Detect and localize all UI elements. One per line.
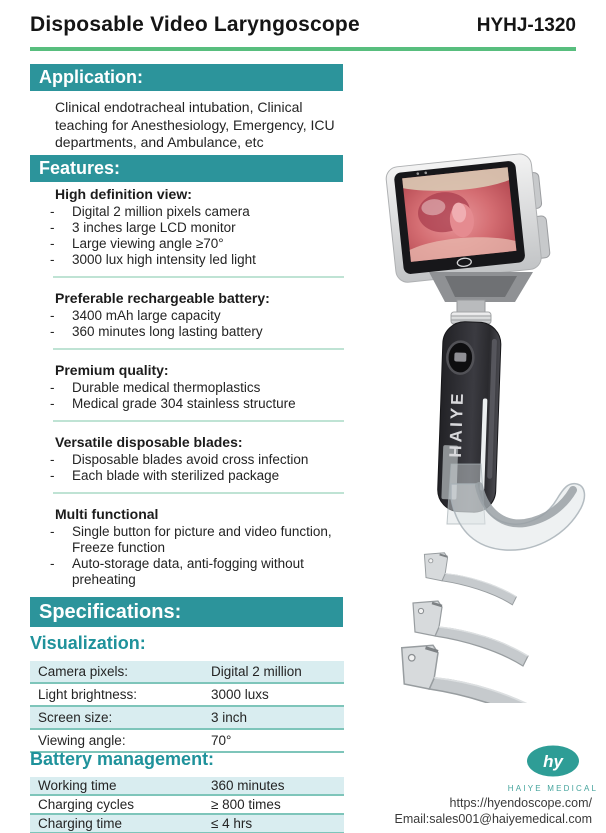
feature-item: - Disposable blades avoid cross infection	[30, 452, 360, 468]
specifications-section-banner	[30, 597, 343, 627]
feature-group-multifunctional	[30, 506, 360, 588]
feature-items	[30, 380, 360, 412]
feature-items	[30, 524, 360, 588]
spec-value: ≥ 800 times	[211, 795, 344, 814]
laryngoscope-product-image	[365, 146, 605, 571]
email-link[interactable]: Email:sales001@haiyemedical.com	[394, 812, 592, 826]
haiye-logo-icon	[525, 744, 581, 778]
visualization-table	[30, 661, 344, 753]
handle-brand-text: HAIYE	[445, 390, 468, 458]
spec-label: Light brightness:	[30, 683, 211, 706]
specifications-heading: Specifications:	[39, 601, 182, 623]
spec-value: 3000 luxs	[211, 683, 344, 706]
website-link[interactable]: https://hyendoscope.com/	[449, 796, 592, 810]
spec-label: Working time	[30, 777, 211, 795]
feature-group-battery	[30, 290, 360, 340]
brand-name: HAIYE MEDICAL	[507, 784, 599, 793]
table-row	[30, 661, 344, 683]
small-blade	[424, 553, 516, 605]
feature-group-title: High definition view:	[55, 186, 192, 202]
feature-separator	[53, 348, 344, 350]
feature-separator	[53, 492, 344, 494]
feature-group-hd-view	[30, 186, 360, 268]
application-section-banner	[30, 64, 343, 91]
table-row	[30, 795, 344, 814]
table-row	[30, 683, 344, 706]
spec-label: Screen size:	[30, 706, 211, 729]
spec-label: Charging time	[30, 814, 211, 833]
feature-item: - 3 inches large LCD monitor	[30, 220, 360, 236]
spec-label: Charging cycles	[30, 795, 211, 814]
table-row	[30, 814, 344, 833]
feature-item: - 3400 mAh large capacity	[30, 308, 360, 324]
feature-group-title: Premium quality:	[55, 362, 169, 378]
header-divider	[30, 47, 576, 51]
spec-value: 70°	[211, 729, 344, 752]
feature-item: - Each blade with sterilized package	[30, 468, 360, 484]
table-row	[30, 706, 344, 729]
spec-value: ≤ 4 hrs	[211, 814, 344, 833]
feature-group-quality	[30, 362, 360, 412]
logo-monogram: hy	[543, 752, 563, 771]
battery-table	[30, 777, 344, 833]
feature-separator	[53, 276, 344, 278]
blade-sizes-image	[398, 548, 588, 703]
features-heading: Features:	[39, 158, 121, 178]
table-row	[30, 777, 344, 795]
feature-items	[30, 308, 360, 340]
application-text: Clinical endotracheal intubation, Clinical teaching for Anesthesiology, Emergency, ICU departments, and Ambulance, etc	[55, 99, 335, 150]
spec-value: 3 inch	[211, 706, 344, 729]
feature-group-blades	[30, 434, 360, 484]
feature-item: - 360 minutes long lasting battery	[30, 324, 360, 340]
page-title: Disposable Video Laryngoscope	[30, 13, 360, 36]
monitor	[385, 152, 551, 284]
spec-label: Viewing angle:	[30, 729, 211, 752]
feature-items	[30, 204, 360, 268]
brand-block	[498, 744, 606, 793]
spec-label: Camera pixels:	[30, 661, 211, 683]
feature-item: - Digital 2 million pixels camera	[30, 204, 360, 220]
spec-value: 360 minutes	[211, 777, 344, 795]
header	[30, 13, 576, 37]
feature-item: - Durable medical thermoplastics	[30, 380, 360, 396]
application-heading: Application:	[39, 67, 143, 87]
feature-group-title: Multi functional	[55, 506, 159, 522]
feature-item: - Auto-storage data, anti-fogging without preheating	[30, 556, 360, 588]
feature-item: - Large viewing angle ≥70°	[30, 236, 360, 252]
attached-blade	[447, 464, 584, 550]
features-section-banner	[30, 155, 343, 182]
visualization-heading: Visualization:	[30, 633, 146, 653]
features-list	[30, 186, 360, 588]
model-number: HYHJ-1320	[476, 15, 576, 36]
spec-value: Digital 2 million	[211, 661, 344, 683]
feature-group-title: Versatile disposable blades:	[55, 434, 243, 450]
feature-group-title: Preferable rechargeable battery:	[55, 290, 270, 306]
feature-item: - Single button for picture and video function, Freeze function	[30, 524, 360, 556]
battery-management-heading: Battery management:	[30, 749, 215, 769]
feature-item: - Medical grade 304 stainless structure	[30, 396, 360, 412]
feature-item: - 3000 lux high intensity led light	[30, 252, 360, 268]
feature-items	[30, 452, 360, 484]
feature-separator	[53, 420, 344, 422]
contact-links	[395, 795, 593, 827]
